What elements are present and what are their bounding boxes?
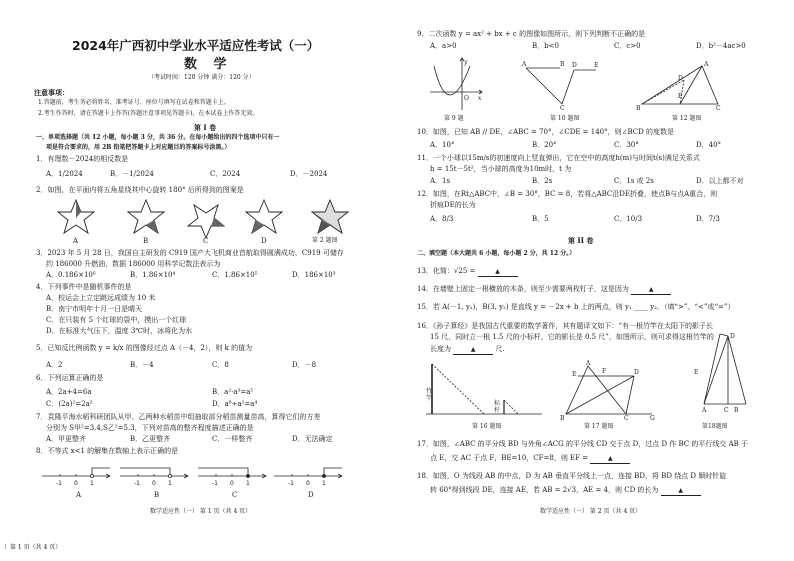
q17-answer-mark: ▲	[608, 455, 613, 462]
question-8: 8．不等式 x<1 的解集在数轴上表示正确的是	[36, 447, 179, 455]
q6-option-d: D．a⁸÷a²=a⁴	[212, 400, 258, 408]
q16-text: 长度为	[430, 345, 451, 353]
figure-9-caption: 第 9 题	[444, 115, 464, 122]
q9-option-a: A．a>0	[430, 42, 457, 50]
figure-16-caption: 第 16 题图	[472, 423, 502, 430]
star-original-icon	[312, 200, 348, 233]
section-1-instructions-cont: 项是符合要求的，用 2B 铅笔把答题卡上对应题目的答案标号涂黑。）	[46, 144, 231, 151]
number-line-b	[120, 468, 188, 487]
svg-text:A: A	[702, 407, 707, 414]
svg-text:0: 0	[74, 480, 78, 487]
q4-option-b: B．南宁市明年十月一日是晴天	[46, 305, 143, 313]
q5-option-c: C．8	[212, 361, 229, 369]
number-line-d	[274, 468, 342, 487]
question-18: 18．如图，O 为线段 AB 的中点，D 为 AB 垂直平分线上一点，连接 BD，将 BD 绕点 D 顺时针旋	[417, 472, 727, 480]
q6-option-c: C．(2a)²=2a²	[46, 400, 93, 408]
svg-text:D: D	[730, 333, 735, 340]
figure-10-caption: 第 10 题图	[550, 115, 580, 122]
svg-text:0: 0	[306, 480, 310, 487]
q11-option-c: C．1s 或 2s	[614, 177, 654, 185]
q1-option-a: A．1/2024	[46, 170, 83, 178]
question-12-cont: 折痕DE的长为	[430, 201, 476, 209]
q18-text: 转 60°得到线段 DE，连接 AE，若 AB = 2√3，AE = 4，则 CD 的长为	[430, 486, 659, 494]
number-line-options	[40, 458, 340, 496]
q9-option-c: C．c>0	[614, 42, 641, 50]
svg-text:y: y	[464, 59, 468, 66]
number-line-c	[198, 468, 266, 487]
q12-option-a: A．8/3	[430, 215, 454, 223]
svg-text:E: E	[678, 93, 683, 100]
svg-text:1: 1	[90, 480, 94, 487]
q11-option-b: B．2s	[532, 177, 553, 185]
svg-text:B: B	[560, 61, 565, 68]
question-2: 2．如图，在平面内将五角星绕其中心旋转 180° 后所得到的图案是	[36, 186, 244, 194]
question-6: 6．下列运算正确的是	[36, 374, 104, 382]
q2-label-c: C	[203, 237, 209, 245]
q13-text: 13．化简：√25 =	[417, 267, 476, 275]
q1-option-d: D．－2024	[290, 170, 328, 178]
svg-text:1: 1	[168, 480, 172, 487]
q8-label-d: D	[308, 491, 314, 499]
question-9: 9．二次函数 y = ax² + bx + c 的图像如图所示，则下列判断不正确的是	[417, 30, 646, 38]
question-18-cont	[430, 486, 701, 496]
question-10: 10．如图，已知 AB // DE，∠ABC = 70°，∠CDE = 140°，则∠BCD 的度数是	[417, 128, 674, 136]
q18-answer-mark: ▲	[678, 487, 683, 494]
q11-option-a: A．1s	[430, 177, 451, 185]
q8-label-a: A	[76, 491, 82, 499]
svg-text:C: C	[624, 415, 629, 422]
q7-option-c: C．一样整齐	[212, 435, 253, 443]
question-16-cont-2	[430, 345, 505, 355]
section-2-instructions: 二、填空题（本大题共 6 小题，每小题 2 分，共 12 分。）	[417, 250, 576, 257]
question-7: 7．袁隆平海水稻科研团队从甲、乙两种水稻苗中组抽取部分稻苗测量苗高，算得它们的方差	[36, 413, 321, 421]
svg-text:B: B	[636, 105, 641, 112]
left-page-footer: 数学适应性（一） 第 1 页（共 4 页）	[150, 508, 252, 515]
svg-text:C: C	[716, 105, 721, 112]
q7-option-d: D．无法确定	[292, 435, 333, 443]
svg-text:-1: -1	[212, 480, 218, 487]
volume-1-heading: 第 I 卷	[194, 123, 217, 132]
question-5: 5．已知反比例函数 y = k/x 的图像经过点 A（－4，2），则 k 的值为	[36, 344, 253, 352]
figure-16-shadow	[424, 360, 544, 424]
figure-18-rotation	[690, 330, 750, 422]
svg-text:1: 1	[322, 480, 326, 487]
q11-option-d: D．以上都不对	[696, 177, 744, 185]
q2-label-b: B	[143, 237, 149, 245]
q2-figure-caption: 第 2 题图	[312, 237, 338, 244]
question-11-cont: h = 15t－5t²，当小球的高度为10m时，t 为	[430, 165, 572, 173]
star-a-icon	[58, 200, 94, 233]
svg-text:D: D	[634, 369, 639, 376]
q16-unit: 尺.	[495, 345, 505, 353]
svg-text:B: B	[734, 407, 739, 414]
star-d-icon	[246, 200, 282, 233]
question-13	[417, 267, 518, 277]
q17-answer-blank[interactable]	[590, 454, 630, 464]
svg-text:G: G	[650, 415, 655, 422]
svg-text:C: C	[560, 105, 565, 112]
right-page-footer: 数学适应性（一） 第 2 页（共 4 页）	[540, 508, 642, 515]
star-c-icon	[188, 205, 224, 238]
q10-option-d: D．40°	[696, 141, 722, 149]
svg-text:-1: -1	[288, 480, 294, 487]
svg-text:D: D	[572, 62, 577, 69]
figure-17-angle-bisectors	[558, 358, 658, 424]
question-17-cont	[430, 454, 630, 464]
q7-option-a: A．甲更整齐	[46, 435, 87, 443]
svg-text:1: 1	[246, 480, 250, 487]
figure-12-caption: 第 12 题图	[672, 115, 702, 122]
q14-text: 14．在墙壁上固定一根横放的木条，则至少需要两枚钉子，这是因为	[417, 285, 629, 293]
q7-option-b: B．乙更整齐	[130, 435, 171, 443]
q3-option-b: B．1.86×10⁴	[130, 271, 176, 279]
question-16-cont: 15 尺，同时立一根 1.5 尺的小标杆，它的影长是 0.5 尺”，如图所示，则可求得这根竹竿的	[430, 333, 714, 341]
figure-16-stick-label: 标杆	[494, 400, 501, 414]
question-3: 3．2023 年 5 月 28 日，我国自主研发的 C919 国产大飞机商业首航取得圆满成功，C919 可储存	[36, 249, 344, 257]
star-b-icon	[128, 200, 164, 233]
question-1: 1．有理数－2024的相反数是	[36, 155, 129, 163]
q6-option-a: A．2a+4=6a	[46, 388, 92, 396]
svg-text:E: E	[594, 62, 599, 69]
q16-answer-mark: ▲	[470, 346, 476, 353]
question-16: 16．《孙子算经》是我国古代重要的数学著作，其有题译文如下：“有一根竹竿在太阳下的影子长	[417, 322, 713, 330]
svg-text:C: C	[724, 407, 729, 414]
question-4: 4．下列事件中是随机事件的是	[36, 283, 132, 291]
notice-1: 1.答题前，考生务必将姓名、准考证号、座位号填写在试卷和答题卡上。	[38, 99, 230, 106]
q12-option-b: B．5	[532, 215, 549, 223]
q1-option-b: B．－1/2024	[110, 170, 154, 178]
q10-option-c: C．30°	[614, 141, 639, 149]
volume-2-heading: 第 II 卷	[568, 236, 594, 245]
q17-text: 点 E，交 AC 于点 F，BE=10，CF=8，则 EF =	[430, 454, 589, 462]
q18-answer-blank[interactable]	[661, 486, 701, 496]
svg-text:F: F	[602, 368, 607, 375]
section-1-instructions: 一、单项选择题（共 12 小题，每小题 3 分，共 36 分。在每小题给出的四个选项中只有一	[36, 134, 280, 141]
notice-heading: 注意事项：	[34, 88, 69, 97]
q5-option-a: A．2	[46, 361, 63, 369]
figure-18-caption: 第18题图	[702, 423, 728, 430]
q4-option-a: A．校运会上立定跳远成绩为 10 米	[46, 294, 156, 302]
svg-text:A: A	[704, 61, 709, 68]
question-15: 15．若 A(－1, y₁)，B(3, y₂) 是直线 y = －2x + b 上的两点，则 y₁ ____ y₂．（填“>”、“<”或“=”）	[417, 303, 735, 311]
q9-option-b: B．b<0	[532, 42, 559, 50]
q3-option-d: D．186×10³	[292, 271, 336, 279]
figure-16-pole-label: 竹竿	[426, 388, 433, 402]
svg-text:B: B	[560, 415, 565, 422]
svg-text:D: D	[678, 75, 683, 82]
svg-text:-1: -1	[134, 480, 140, 487]
q5-option-b: B．－4	[130, 361, 154, 369]
svg-text:E: E	[694, 369, 699, 376]
svg-text:A: A	[522, 61, 527, 68]
q14-answer-blank[interactable]	[631, 285, 671, 295]
q3-option-a: A．0.186×10⁶	[46, 271, 96, 279]
exam-info: （考试时间：120 分钟 满分：120 分）	[148, 74, 255, 81]
svg-text:-1: -1	[56, 480, 62, 487]
svg-text:A: A	[586, 360, 591, 367]
figure-12-triangle	[632, 60, 724, 116]
q16-answer-blank[interactable]	[453, 345, 493, 355]
q4-option-d: D．在标准大气压下，温度 3℃时，冰将化为水	[46, 327, 193, 335]
figure-10-parallel-lines	[520, 60, 600, 114]
q12-option-d: D．7/3	[696, 215, 720, 223]
figure-17-caption: 第 17 题图	[584, 423, 614, 430]
question-14	[417, 285, 671, 295]
q2-label-a: A	[73, 237, 79, 245]
q6-option-b: B．a²·a³=a⁵	[212, 388, 254, 396]
question-12: 12．如图，在Rt△ABC中，∠B = 30°，BC = 8，若将△ABC沿DE折叠，使点B与点A重合，则	[417, 190, 718, 198]
question-17: 17．如图，∠ABC 的平分线 BD 与外角∠ACG 的平分线 CD 交于点 D，过点 D 作 BC 的平行线交 AB 于	[417, 440, 749, 448]
q10-option-a: A．10°	[430, 141, 455, 149]
svg-text:E: E	[572, 371, 577, 378]
q1-option-c: C．2024	[210, 170, 241, 178]
notice-2: 2.考生作答时，请在答题卡上作答(答题注意事项见答题卡)，在本试卷上作答无效。	[38, 110, 259, 117]
q10-option-b: B．20°	[532, 141, 557, 149]
svg-text:O: O	[464, 95, 469, 102]
q8-label-b: B	[154, 491, 160, 499]
q8-label-c: C	[232, 491, 238, 499]
q12-option-c: C．10/3	[614, 215, 643, 223]
question-3-cont: 约 186000 升燃油，数据 186000 用科学记数法表示为	[46, 260, 221, 268]
exam-title: 2024年广西初中学业水平适应性考试（一）	[72, 38, 320, 53]
q3-option-c: C．1.86×10⁵	[212, 271, 258, 279]
svg-text:0: 0	[230, 480, 234, 487]
q4-option-c: C．在只装有 5 个红球的袋中，摸出一个红球	[46, 316, 187, 324]
q13-answer-mark: ▲	[495, 268, 500, 275]
question-7-cont: 分别为 S甲²=3.4,S乙²=5.3，下列对苗高的整齐程度描述正确的是	[46, 424, 254, 432]
q14-answer-mark: ▲	[648, 286, 654, 293]
q13-answer-blank[interactable]	[478, 267, 518, 277]
q9-option-d: D．b²－4ac>0	[696, 42, 746, 50]
q2-label-d: D	[261, 237, 267, 245]
svg-text:x: x	[478, 95, 482, 102]
figure-9-parabola	[428, 56, 484, 116]
subject-title: 数 学	[184, 57, 233, 72]
edge-page-footer: ）第 1 页（共 4 页）	[4, 544, 62, 551]
question-11: 11．一个小球以15m/s的初速度向上竖直弹出，它在空中的高度h(m)与时间t(s)满足关系式	[417, 154, 700, 162]
svg-text:0: 0	[152, 480, 156, 487]
q5-option-d: D．－8	[292, 361, 317, 369]
number-line-a	[42, 468, 110, 487]
